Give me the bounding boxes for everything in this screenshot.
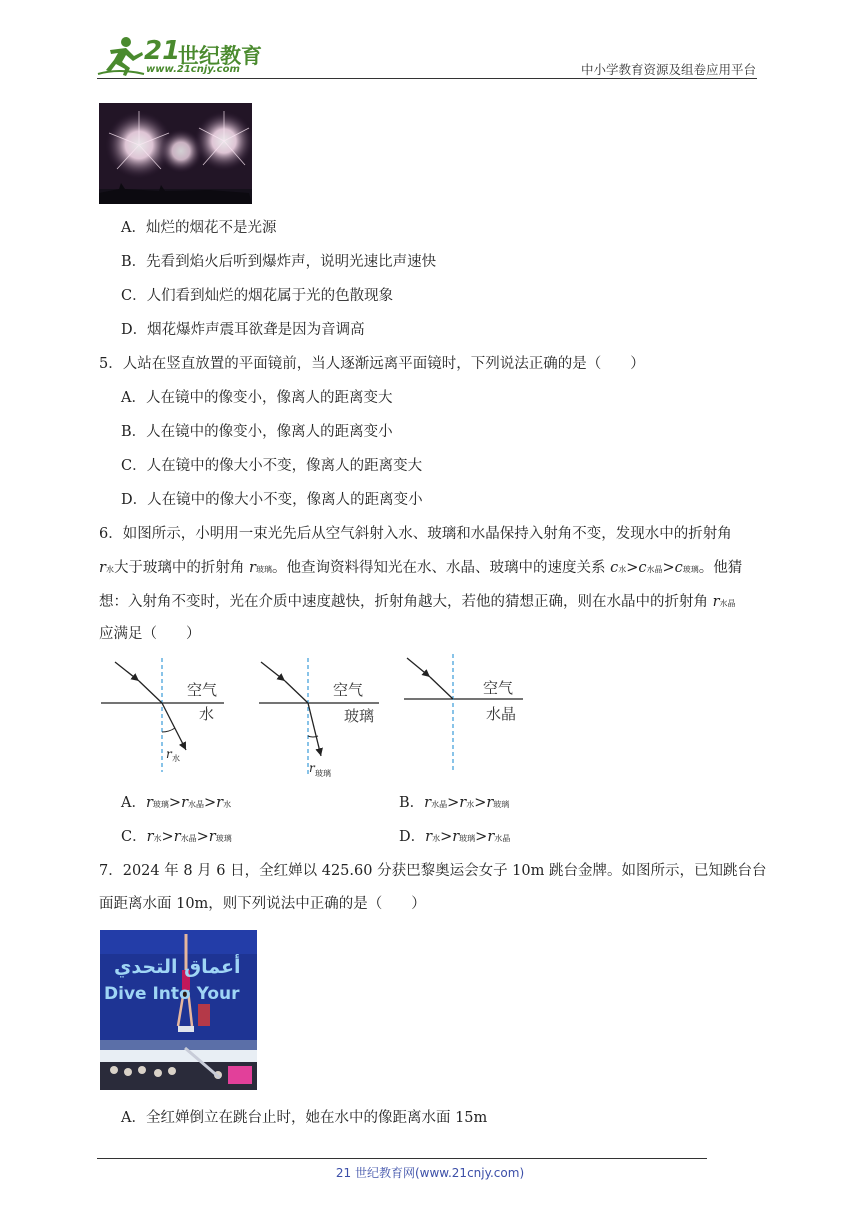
label-air-1: 空气 xyxy=(187,681,218,699)
logo-url: www.21cnjy.com xyxy=(146,64,240,75)
q6-line-3: 想：入射角不变时，光在介质中速度越快，折射角越大，若他的猜想正确，则在水晶中的折射角 r水晶 xyxy=(99,594,736,610)
runner-logo-icon xyxy=(96,34,146,78)
footer-text: 21 世纪教育网(www.21cnjy.com) xyxy=(335,1166,525,1180)
q7-option-a: A．全红婵倒立在跳台止时，她在水中的像距离水面 15m xyxy=(121,1110,488,1126)
header-rule xyxy=(97,78,757,79)
q5-stem: 5．人站在竖直放置的平面镜前，当人逐渐远离平面镜时，下列说法正确的是（ ） xyxy=(99,356,645,372)
q6-option-c: C．r水>r水晶>r玻璃 xyxy=(121,829,232,845)
q5-option-d: D．人在镜中的像大小不变，像离人的距离变小 xyxy=(121,492,423,508)
banner-arabic: أعماق التحدي xyxy=(114,956,241,978)
label-glass: 玻璃 xyxy=(344,707,375,725)
q5-option-c: C．人在镜中的像大小不变，像离人的距离变大 xyxy=(121,458,423,474)
q6-option-b: B．r水晶>r水>r玻璃 xyxy=(399,795,510,811)
label-crystal: 水晶 xyxy=(486,705,517,723)
q4-option-a: A．灿烂的烟花不是光源 xyxy=(121,220,277,236)
fireworks-photo xyxy=(99,103,252,204)
q7-line-2: 面距离水面 10m，则下列说法中正确的是（ ） xyxy=(99,896,426,912)
q6-line-4: 应满足（ ） xyxy=(99,626,201,642)
label-r-water-sub: 水 xyxy=(172,754,180,763)
refraction-diagrams xyxy=(99,650,529,780)
header-logo xyxy=(96,34,266,78)
label-r-water: r xyxy=(166,747,172,761)
q4-option-c: C．人们看到灿烂的烟花属于光的色散现象 xyxy=(121,288,394,304)
diagram-glass xyxy=(259,658,379,778)
banner-english: Dive Into Your xyxy=(104,984,240,1004)
platform-name: 中小学教育资源及组卷应用平台 xyxy=(580,62,756,77)
label-r-glass-sub: 玻璃 xyxy=(315,769,331,778)
label-r-glass: r xyxy=(309,761,315,775)
q6-option-d: D．r水>r玻璃>r水晶 xyxy=(399,829,511,845)
q6-line-1: 6．如图所示，小明用一束光先后从空气斜射入水、玻璃和水晶保持入射角不变，发现水中的折射角 xyxy=(99,526,732,542)
q7-line-1: 7．2024 年 8 月 6 日，全红婵以 425.60 分获巴黎奥运会女子 10m 跳台金牌。如图所示，已知跳台台 xyxy=(99,863,767,879)
logo-name: 世纪教育 xyxy=(178,44,262,68)
logo-number: 21 xyxy=(144,36,181,66)
label-water: 水 xyxy=(199,705,215,723)
q6-line-2: r水大于玻璃中的折射角 r玻璃。他查询资料得知光在水、水晶、玻璃中的速度关系 c水>c水晶>c玻璃。他猜 xyxy=(99,560,743,576)
label-air-3: 空气 xyxy=(483,679,514,697)
q4-option-d: D．烟花爆炸声震耳欲聋是因为音调高 xyxy=(121,322,365,338)
label-air-2: 空气 xyxy=(333,681,364,699)
q5-option-a: A．人在镜中的像变小，像离人的距离变大 xyxy=(121,390,393,406)
footer-rule xyxy=(97,1158,707,1159)
diving-photo xyxy=(100,930,257,1090)
q5-option-b: B．人在镜中的像变小，像离人的距离变小 xyxy=(121,424,393,440)
q4-option-b: B．先看到焰火后听到爆炸声，说明光速比声速快 xyxy=(121,254,437,270)
diagram-crystal xyxy=(404,654,523,770)
diagram-water xyxy=(101,658,224,772)
q6-option-a: A．r玻璃>r水晶>r水 xyxy=(121,795,232,811)
